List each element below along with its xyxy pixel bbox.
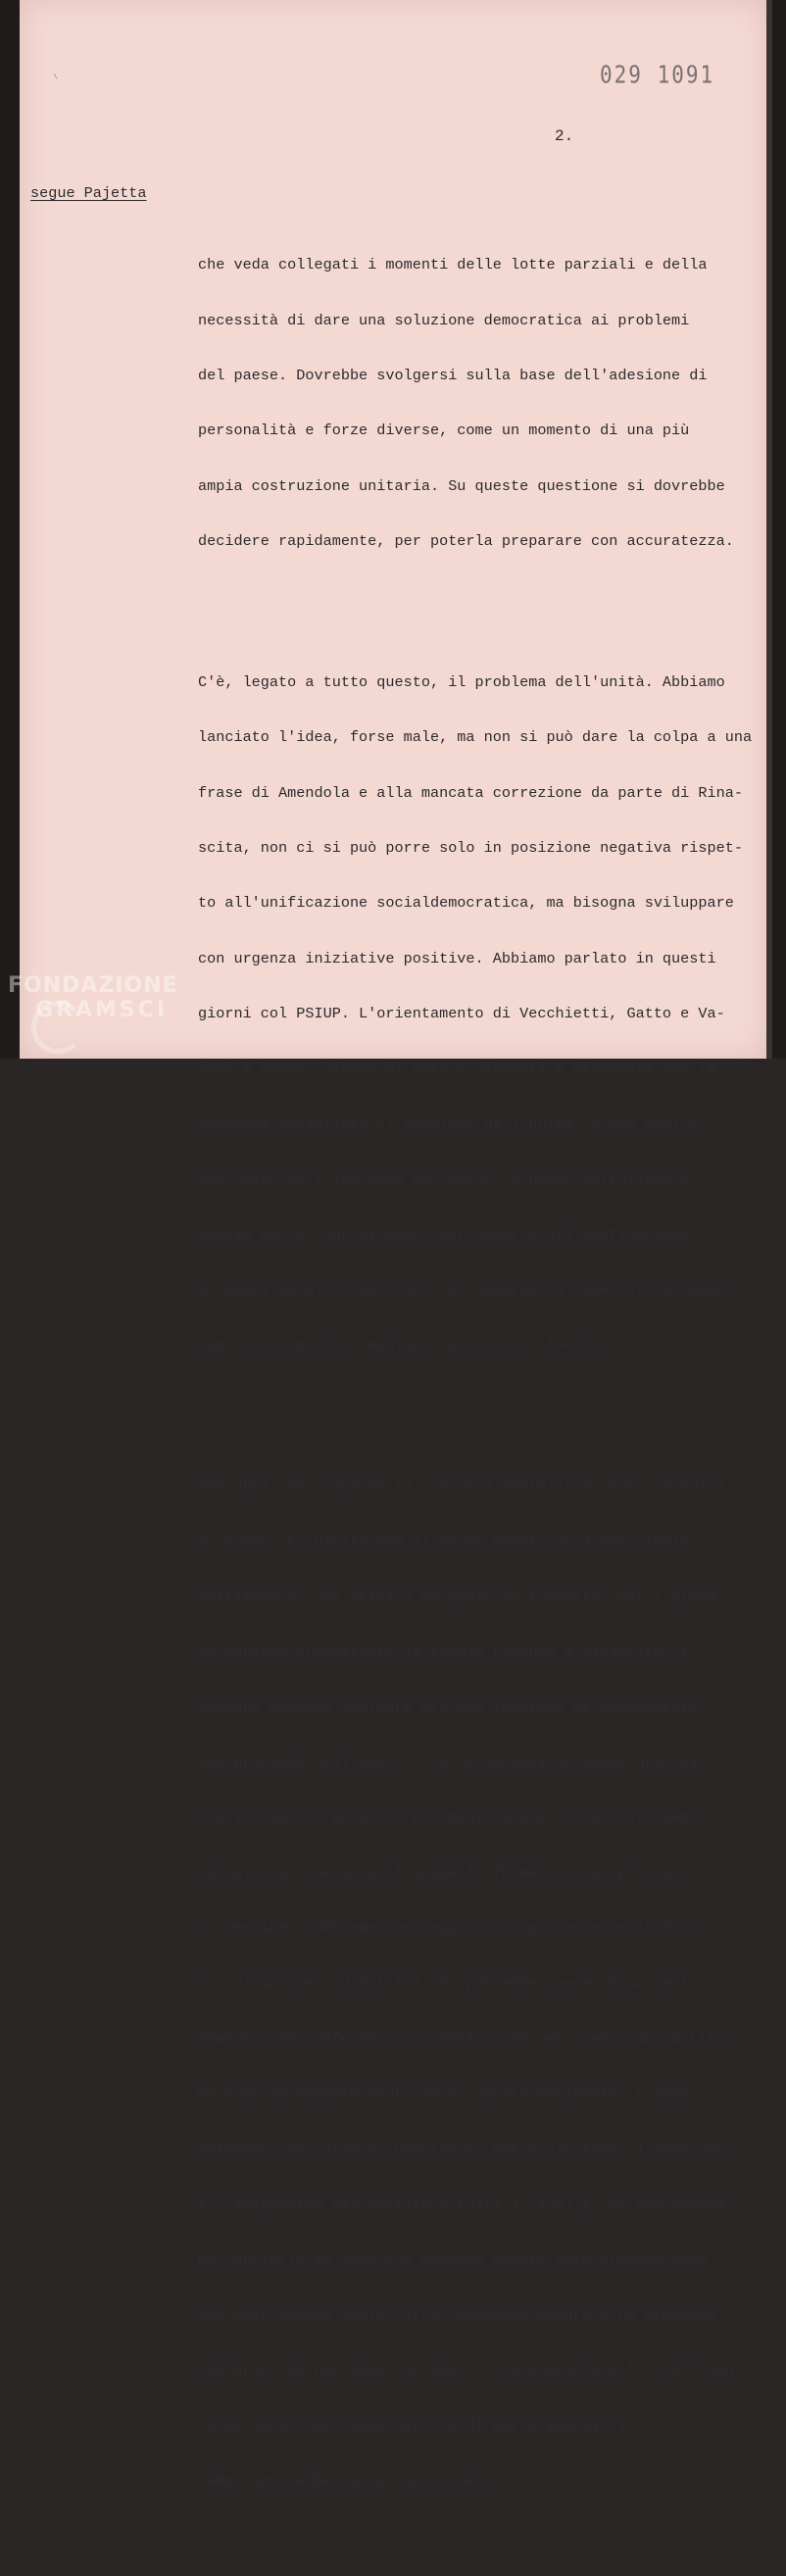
text-line: ma come un momento centrale di questo movimento. L'idea — [198, 2085, 690, 2104]
text-line: una coercizione sugli altri. Dobbiamo andare a un processo — [198, 2305, 716, 2324]
text-line: te di Nenni non hanno diritto di parteciparvi. I — [198, 2416, 627, 2435]
text-line: potremmo lanciarla al Congresso, per assicurarci l'adesione — [198, 2140, 725, 2158]
text-line: del paese. Dovrebbe svolgersi sulla base dell'adesione di — [198, 366, 708, 384]
text-line: di iniziative e dibattiti. Si potrebbe avere ad un certo — [198, 1974, 699, 1993]
fondazione-gramsci-watermark — [8, 973, 204, 1022]
body-text — [198, 182, 786, 2576]
text-line: con loro contatti regolari, a tutti i livelli. — [198, 1336, 610, 1355]
text-line: socialista, che sarà il suggello formale di un processo — [198, 1863, 690, 1882]
text-line: specie Gatto, che si deve contrapporre all'unificazione — [198, 1225, 690, 1244]
text-line: e l'iniziativa del partito a tutti i livelli; ma non dovrem- — [198, 2196, 734, 2214]
paragraph-3 — [198, 1440, 786, 2527]
text-line: unitario che non dica che quelli che andranno alla costituen- — [198, 2361, 743, 2380]
text-line: tempi sono abbastanza ravvicinati. — [198, 2472, 502, 2491]
text-line: ni abbiamo organizzato la tavola rotonda a Rinascita. I — [198, 1643, 690, 1661]
text-line: settimanale, che offrirà un punto di incontro. Per i giova- — [198, 1587, 725, 1606]
text-line: scita, non ci si può porre solo in posizione negativa rispet- — [198, 838, 743, 857]
text-line: to all'unificazione socialdemocratica, ma bisogna sviluppare — [198, 894, 734, 913]
text-line: sinistra socialista il problema dell'unità, e non quello — [198, 1115, 699, 1133]
page-number: 2. — [555, 127, 574, 145]
paragraph-2 — [198, 636, 786, 1392]
text-line: momento una conferenza nazionale, non per creare un partito, — [198, 2029, 734, 2048]
watermark-line-2: GRAMSCI — [35, 998, 169, 1022]
text-line: mo lanciarla in modo che potesse essere interpretata come — [198, 2251, 708, 2269]
text-line: personalità e forze diverse, come un momento di una più — [198, 421, 690, 440]
text-line: decidere rapidamente, per poterla preparare con accuratezza. — [198, 532, 734, 551]
paragraph-1 — [198, 220, 786, 588]
watermark-line-1: FONDAZIONE — [8, 973, 178, 998]
text-line: C'è, legato a tutto questo, il problema dell'unità. Abbiamo — [198, 672, 725, 691]
margin-mark — [54, 72, 61, 79]
text-line: che veda collegati i momenti delle lotte parziali e della — [198, 256, 708, 274]
text-line: di vertice, dobbiamo contrapporre un processo reale fatto — [198, 1919, 708, 1938]
archive-stamp-number: 029 1091 — [600, 60, 715, 89]
speaker-label: segue Pajetta — [30, 184, 147, 202]
text-line: lori è buono. Dicono di essere disposti a discutere con la — [198, 1060, 716, 1078]
text-line: lanciato l'idea, forse male, ma non si può dare la colpa a una — [198, 728, 753, 747]
text-line: una iniziativa politica e organizzativa. Alla Costituente — [198, 1808, 708, 1827]
text-line: con urgenza iniziative positive. Abbiamo parlato in questi — [198, 949, 716, 967]
text-line: esclusivo dell'ingresso nel PSIUP, e hanno sottolineato, — [198, 1170, 699, 1189]
text-line: frase di Amendola e alla mancata correzione da parte di Rina- — [198, 783, 743, 802]
text-line: ampia costruzione unitaria. Su queste questione si dovrebbe — [198, 476, 725, 495]
text-line: giorni col PSIUP. L'orientamento di Vecchietti, Gatto e Va- — [198, 1005, 725, 1023]
text-line: di nuovo. E' uscito ora il primo numero dell'Astrolabio — [198, 1532, 690, 1551]
text-line: Per quel che riguarda la sinistra socialista, non c'è nulla — [198, 1476, 725, 1495]
text-line: sui problemi dell'unità. C'è la necessità, anche qui, di — [198, 1753, 699, 1771]
text-line: di Nenni un'altra politica. E' apparsa la necessità di avere — [198, 1281, 734, 1300]
text-line: necessità di dare una soluzione democratica ai problemi — [198, 311, 690, 329]
text-line: giovani possono svolgere ora una funzione di avanguardia — [198, 1698, 699, 1716]
